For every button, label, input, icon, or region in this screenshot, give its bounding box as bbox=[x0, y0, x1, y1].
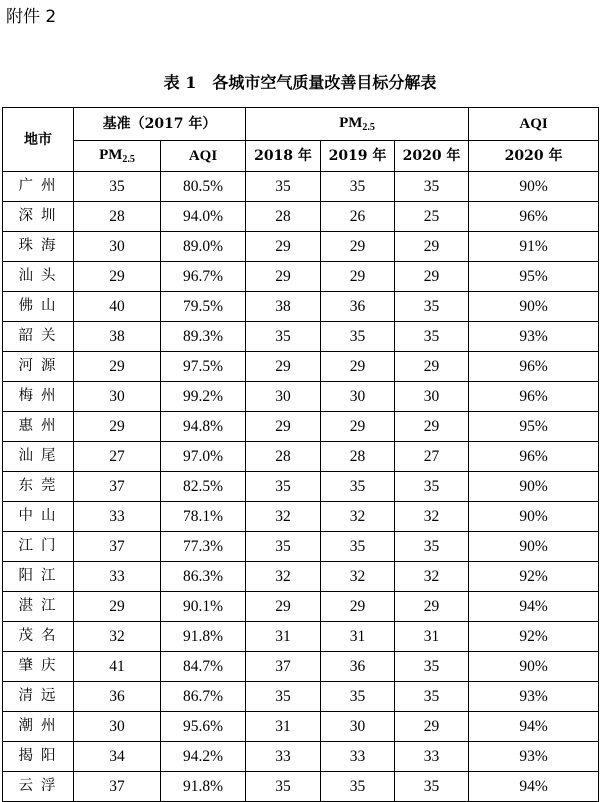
baseline-pm-cell: 37 bbox=[74, 532, 161, 562]
table-row bbox=[3, 562, 599, 592]
table-row bbox=[3, 412, 599, 442]
header-baseline-pm-sub: 2.5 bbox=[122, 154, 135, 165]
header-pm-group-sub: 2.5 bbox=[362, 122, 375, 133]
baseline-aqi-cell: 89.3% bbox=[161, 322, 246, 352]
baseline-pm-cell: 37 bbox=[74, 772, 161, 802]
baseline-aqi-cell: 78.1% bbox=[161, 502, 246, 532]
aqi-2020-cell: 96% bbox=[469, 382, 599, 412]
table-body bbox=[3, 172, 599, 802]
city-cell: 韶关 bbox=[3, 322, 74, 352]
baseline-aqi-cell: 86.3% bbox=[161, 562, 246, 592]
baseline-aqi-cell: 94.2% bbox=[161, 742, 246, 772]
annex-label: 附件 2 bbox=[6, 7, 57, 27]
baseline-pm-cell: 36 bbox=[74, 682, 161, 712]
baseline-aqi-cell: 84.7% bbox=[161, 652, 246, 682]
baseline-aqi-cell: 79.5% bbox=[161, 292, 246, 322]
header-row-1 bbox=[3, 108, 599, 141]
baseline-aqi-cell: 94.0% bbox=[161, 202, 246, 232]
baseline-aqi-cell: 80.5% bbox=[161, 172, 246, 202]
baseline-pm-cell: 33 bbox=[74, 502, 161, 532]
baseline-pm-cell: 40 bbox=[74, 292, 161, 322]
baseline-pm-cell: 30 bbox=[74, 712, 161, 742]
baseline-pm-cell: 33 bbox=[74, 562, 161, 592]
aqi-2020-cell: 90% bbox=[469, 652, 599, 682]
aqi-2020-cell: 96% bbox=[469, 352, 599, 382]
table-row bbox=[3, 592, 599, 622]
pm-2018-cell: 32 bbox=[246, 502, 321, 532]
city-cell: 中山 bbox=[3, 502, 74, 532]
pm-2019-cell: 29 bbox=[321, 592, 395, 622]
baseline-aqi-cell: 89.0% bbox=[161, 232, 246, 262]
city-cell: 广州 bbox=[3, 172, 74, 202]
pm-2018-cell: 31 bbox=[246, 712, 321, 742]
city-cell: 汕头 bbox=[3, 262, 74, 292]
aqi-2020-cell: 96% bbox=[469, 202, 599, 232]
pm-2020-cell: 33 bbox=[395, 742, 469, 772]
aqi-2020-cell: 94% bbox=[469, 772, 599, 802]
pm-2019-cell: 36 bbox=[321, 652, 395, 682]
city-cell: 清远 bbox=[3, 682, 74, 712]
aqi-2020-cell: 92% bbox=[469, 562, 599, 592]
table-row bbox=[3, 262, 599, 292]
pm-2018-cell: 35 bbox=[246, 532, 321, 562]
city-cell: 肇庆 bbox=[3, 652, 74, 682]
pm-2018-cell: 35 bbox=[246, 472, 321, 502]
table-row bbox=[3, 652, 599, 682]
pm-2020-cell: 30 bbox=[395, 382, 469, 412]
pm-2020-cell: 35 bbox=[395, 772, 469, 802]
pm-2018-cell: 35 bbox=[246, 322, 321, 352]
pm-2020-cell: 29 bbox=[395, 592, 469, 622]
air-quality-target-table bbox=[2, 107, 599, 802]
aqi-2020-cell: 93% bbox=[469, 682, 599, 712]
pm-2018-cell: 29 bbox=[246, 412, 321, 442]
pm-2018-cell: 35 bbox=[246, 682, 321, 712]
pm-2019-cell: 28 bbox=[321, 442, 395, 472]
table-row bbox=[3, 742, 599, 772]
header-baseline-group bbox=[74, 108, 246, 141]
baseline-aqi-cell: 95.6% bbox=[161, 712, 246, 742]
pm-2019-cell: 32 bbox=[321, 562, 395, 592]
pm-2020-cell: 29 bbox=[395, 352, 469, 382]
baseline-pm-cell: 34 bbox=[74, 742, 161, 772]
header-year-2020: 2020 年 bbox=[395, 141, 469, 172]
pm-2020-cell: 32 bbox=[395, 562, 469, 592]
baseline-pm-cell: 29 bbox=[74, 412, 161, 442]
city-cell: 珠海 bbox=[3, 232, 74, 262]
aqi-2020-cell: 91% bbox=[469, 232, 599, 262]
baseline-aqi-cell: 82.5% bbox=[161, 472, 246, 502]
header-aqi-2020: 2020 年 bbox=[469, 141, 599, 172]
pm-2020-cell: 27 bbox=[395, 442, 469, 472]
baseline-pm-cell: 38 bbox=[74, 322, 161, 352]
baseline-aqi-cell: 86.7% bbox=[161, 682, 246, 712]
pm-2019-cell: 29 bbox=[321, 352, 395, 382]
city-cell: 潮州 bbox=[3, 712, 74, 742]
baseline-aqi-cell: 99.2% bbox=[161, 382, 246, 412]
aqi-2020-cell: 90% bbox=[469, 292, 599, 322]
table-row bbox=[3, 172, 599, 202]
city-cell: 云浮 bbox=[3, 772, 74, 802]
baseline-pm-cell: 41 bbox=[74, 652, 161, 682]
table-row bbox=[3, 502, 599, 532]
pm-2018-cell: 31 bbox=[246, 622, 321, 652]
header-region: 地市 bbox=[3, 108, 74, 172]
pm-2018-cell: 35 bbox=[246, 772, 321, 802]
aqi-2020-cell: 90% bbox=[469, 472, 599, 502]
baseline-aqi-cell: 90.1% bbox=[161, 592, 246, 622]
table-row bbox=[3, 202, 599, 232]
pm-2020-cell: 25 bbox=[395, 202, 469, 232]
pm-2020-cell: 35 bbox=[395, 172, 469, 202]
baseline-aqi-cell: 97.5% bbox=[161, 352, 246, 382]
pm-2019-cell: 29 bbox=[321, 412, 395, 442]
pm-2020-cell: 35 bbox=[395, 532, 469, 562]
city-cell: 深圳 bbox=[3, 202, 74, 232]
pm-2019-cell: 29 bbox=[321, 232, 395, 262]
pm-2019-cell: 30 bbox=[321, 382, 395, 412]
city-cell: 河源 bbox=[3, 352, 74, 382]
table-row bbox=[3, 382, 599, 412]
aqi-2020-cell: 93% bbox=[469, 742, 599, 772]
aqi-2020-cell: 94% bbox=[469, 712, 599, 742]
pm-2020-cell: 31 bbox=[395, 622, 469, 652]
header-year-2018: 2018 年 bbox=[246, 141, 321, 172]
header-baseline-group-label: 基准（2017 年） bbox=[102, 116, 217, 132]
baseline-pm-cell: 28 bbox=[74, 202, 161, 232]
table-row bbox=[3, 442, 599, 472]
pm-2019-cell: 29 bbox=[321, 262, 395, 292]
baseline-aqi-cell: 77.3% bbox=[161, 532, 246, 562]
baseline-aqi-cell: 91.8% bbox=[161, 622, 246, 652]
city-cell: 梅州 bbox=[3, 382, 74, 412]
aqi-2020-cell: 90% bbox=[469, 172, 599, 202]
city-cell: 茂名 bbox=[3, 622, 74, 652]
pm-2018-cell: 29 bbox=[246, 262, 321, 292]
pm-2019-cell: 35 bbox=[321, 532, 395, 562]
city-cell: 揭阳 bbox=[3, 742, 74, 772]
baseline-pm-cell: 29 bbox=[74, 352, 161, 382]
baseline-pm-cell: 30 bbox=[74, 382, 161, 412]
pm-2019-cell: 30 bbox=[321, 712, 395, 742]
city-cell: 东莞 bbox=[3, 472, 74, 502]
table-row bbox=[3, 622, 599, 652]
baseline-pm-cell: 29 bbox=[74, 592, 161, 622]
aqi-2020-cell: 93% bbox=[469, 322, 599, 352]
city-cell: 湛江 bbox=[3, 592, 74, 622]
header-baseline-aqi: AQI bbox=[161, 141, 246, 172]
pm-2020-cell: 29 bbox=[395, 712, 469, 742]
aqi-2020-cell: 96% bbox=[469, 442, 599, 472]
baseline-pm-cell: 35 bbox=[74, 172, 161, 202]
pm-2019-cell: 35 bbox=[321, 472, 395, 502]
table-row bbox=[3, 292, 599, 322]
pm-2018-cell: 35 bbox=[246, 172, 321, 202]
pm-2020-cell: 35 bbox=[395, 322, 469, 352]
aqi-2020-cell: 95% bbox=[469, 262, 599, 292]
baseline-pm-cell: 27 bbox=[74, 442, 161, 472]
table-row bbox=[3, 352, 599, 382]
pm-2019-cell: 35 bbox=[321, 682, 395, 712]
aqi-2020-cell: 94% bbox=[469, 592, 599, 622]
pm-2019-cell: 35 bbox=[321, 322, 395, 352]
baseline-aqi-cell: 97.0% bbox=[161, 442, 246, 472]
table-title: 表 1 各城市空气质量改善目标分解表 bbox=[163, 73, 437, 92]
pm-2019-cell: 26 bbox=[321, 202, 395, 232]
header-row-2 bbox=[3, 141, 599, 172]
table-row bbox=[3, 682, 599, 712]
pm-2019-cell: 36 bbox=[321, 292, 395, 322]
header-pm-group-label: PM bbox=[339, 115, 363, 131]
table-row bbox=[3, 532, 599, 562]
aqi-2020-cell: 90% bbox=[469, 532, 599, 562]
pm-2020-cell: 29 bbox=[395, 262, 469, 292]
baseline-aqi-cell: 94.8% bbox=[161, 412, 246, 442]
baseline-pm-cell: 29 bbox=[74, 262, 161, 292]
pm-2020-cell: 35 bbox=[395, 472, 469, 502]
pm-2018-cell: 38 bbox=[246, 292, 321, 322]
pm-2018-cell: 28 bbox=[246, 202, 321, 232]
city-cell: 汕尾 bbox=[3, 442, 74, 472]
pm-2019-cell: 33 bbox=[321, 742, 395, 772]
city-cell: 佛山 bbox=[3, 292, 74, 322]
baseline-pm-cell: 37 bbox=[74, 472, 161, 502]
city-cell: 阳江 bbox=[3, 562, 74, 592]
pm-2018-cell: 29 bbox=[246, 232, 321, 262]
baseline-pm-cell: 32 bbox=[74, 622, 161, 652]
pm-2020-cell: 35 bbox=[395, 292, 469, 322]
pm-2019-cell: 35 bbox=[321, 772, 395, 802]
pm-2020-cell: 29 bbox=[395, 412, 469, 442]
table-row bbox=[3, 322, 599, 352]
header-baseline-pm bbox=[74, 141, 161, 172]
pm-2018-cell: 29 bbox=[246, 592, 321, 622]
pm-2020-cell: 32 bbox=[395, 502, 469, 532]
table-row bbox=[3, 472, 599, 502]
table-row bbox=[3, 232, 599, 262]
aqi-2020-cell: 95% bbox=[469, 412, 599, 442]
pm-2020-cell: 35 bbox=[395, 682, 469, 712]
header-aqi-group: AQI bbox=[469, 108, 599, 141]
city-cell: 江门 bbox=[3, 532, 74, 562]
pm-2018-cell: 33 bbox=[246, 742, 321, 772]
pm-2019-cell: 35 bbox=[321, 172, 395, 202]
baseline-aqi-cell: 96.7% bbox=[161, 262, 246, 292]
pm-2018-cell: 32 bbox=[246, 562, 321, 592]
header-year-2019: 2019 年 bbox=[321, 141, 395, 172]
header-baseline-pm-label: PM bbox=[99, 147, 123, 163]
pm-2019-cell: 31 bbox=[321, 622, 395, 652]
baseline-aqi-cell: 91.8% bbox=[161, 772, 246, 802]
pm-2018-cell: 30 bbox=[246, 382, 321, 412]
baseline-pm-cell: 30 bbox=[74, 232, 161, 262]
table-row bbox=[3, 772, 599, 802]
pm-2018-cell: 37 bbox=[246, 652, 321, 682]
pm-2019-cell: 32 bbox=[321, 502, 395, 532]
table-row bbox=[3, 712, 599, 742]
pm-2018-cell: 28 bbox=[246, 442, 321, 472]
header-pm-group bbox=[246, 108, 469, 141]
pm-2020-cell: 29 bbox=[395, 232, 469, 262]
pm-2020-cell: 35 bbox=[395, 652, 469, 682]
pm-2018-cell: 29 bbox=[246, 352, 321, 382]
city-cell: 惠州 bbox=[3, 412, 74, 442]
aqi-2020-cell: 92% bbox=[469, 622, 599, 652]
aqi-2020-cell: 90% bbox=[469, 502, 599, 532]
